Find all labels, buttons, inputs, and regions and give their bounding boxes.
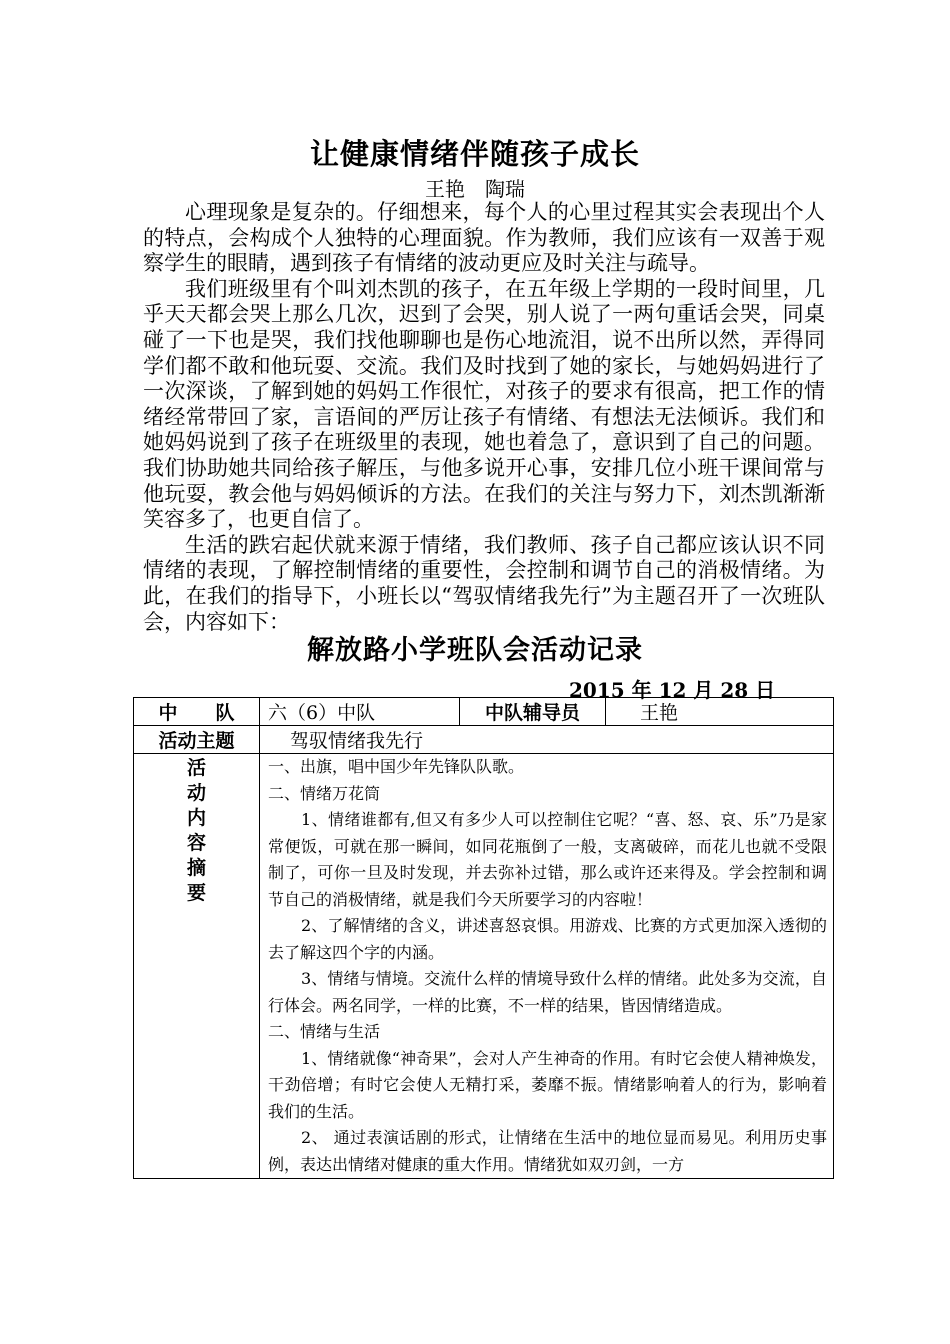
squad-label-cell: 中 队 — [134, 698, 260, 726]
summary-label-char: 内 — [186, 807, 206, 829]
table-row — [134, 698, 834, 726]
authors-line: 王艳 陶瑞 — [425, 177, 525, 201]
content-paragraph: 一、出旗，唱中国少年先锋队队歌。 — [268, 757, 525, 776]
summary-label-cell — [134, 754, 260, 1179]
content-paragraph: 3、情绪与情境。交流什么样的情境导致什么样的情绪。此处多为交流，自行体会。两名同学，一样的比赛，不一样的结果，皆因情绪造成。 — [268, 969, 827, 1015]
summary-label-char: 摘 — [186, 857, 206, 879]
advisor-label-cell: 中队辅导员 — [460, 698, 606, 726]
content-paragraph: 2、 通过表演话剧的形式，让情绪在生活中的地位显而易见。利用历史事例，表达出情绪对健康的重大作用。情绪犹如双刃剑，一方 — [268, 1128, 827, 1174]
table-row — [134, 754, 834, 1179]
summary-label-char: 要 — [186, 882, 206, 904]
record-date: 2015 年 12 月 28 日 — [569, 678, 776, 702]
essay-paragraph: 我们班级里有个叫刘杰凯的孩子，在五年级上学期的一段时间里，几乎天天都会哭上那么几次，迟到了会哭，别人说了一两句重话会哭，同桌碰了一下也是哭，我们找他聊聊也是伤心地流泪，说不出所以然，弄得同学们都不敢和他玩耍、交流。我们及时找到了她的家长，与她妈妈进行了一次深谈，了解到她的妈妈工作很忙，对孩子的要求有很高，把工作的情绪经常带回了家，言语间的严厉让孩子有情绪、有想法无法倾诉。我们和她妈妈说到了孩子在班级里的表现，她也着急了，意识到了自己的问题。我们协助她共同给孩子解压，与他多说开心事，安排几位小班干课间常与他玩耍，教会他与妈妈倾诉的方法。在我们的关注与努力下，刘杰凯渐渐笑容多了，也更自信了。 — [143, 276, 825, 532]
content-paragraph: 1、情绪就像“神奇果”，会对人产生神奇的作用。有时它会使人精神焕发，干劲倍增；有时它会使人无精打采，萎靡不振。情绪影响着人的行为，影响着我们的生活。 — [268, 1048, 827, 1121]
advisor-value-cell: 王艳 — [606, 698, 834, 726]
content-paragraph: 二、情绪万花筒 — [268, 783, 381, 803]
document-title: 让健康情绪伴随孩子成长 — [309, 137, 640, 171]
summary-label-char: 容 — [186, 832, 206, 854]
content-paragraph: 2、了解情绪的含义，讲述喜怒哀惧。用游戏、比赛的方式更加深入透彻的去了解这四个字的内涵。 — [268, 916, 827, 962]
theme-value-cell: 驾驭情绪我先行 — [260, 726, 834, 754]
summary-label-char: 活 — [186, 757, 206, 779]
record-title: 解放路小学班队会活动记录 — [307, 635, 643, 666]
theme-label-cell: 活动主题 — [134, 726, 260, 754]
table-row — [134, 726, 834, 754]
summary-label-char: 动 — [186, 782, 206, 804]
essay-paragraph: 心理现象是复杂的。仔细想来，每个人的心里过程其实会表现出个人的特点，会构成个人独特的心理面貌。作为教师，我们应该有一双善于观察学生的眼睛，遇到孩子有情绪的波动更应及时关注与疏导。 — [143, 200, 825, 276]
squad-value-cell: 六（6）中队 — [260, 698, 460, 726]
content-paragraph: 二、情绪与生活 — [268, 1022, 381, 1041]
essay-paragraph: 生活的跌宕起伏就来源于情绪，我们教师、孩子自己都应该认识不同情绪的表现，了解控制情绪的重要性，会控制和调节自己的消极情绪。为此，在我们的指导下，小班长以“驾驭情绪我先行”为主题召开了一次班队会，内容如下： — [143, 532, 825, 634]
summary-content-cell — [260, 754, 834, 1179]
essay-body — [143, 200, 825, 635]
content-paragraph: 1、情绪谁都有,但又有多少人可以控制住它呢？“喜、怒、哀、乐”乃是家常便饭，可就在那一瞬间，如同花瓶倒了一般，支离破碎，而花儿也就不受限制了，可你一旦及时发现，并去弥补过错，那么或许还来得及。学会控制和调节自己的消极情绪，就是我们今天所要学习的内容啦！ — [268, 810, 827, 909]
activity-record-table — [133, 697, 834, 1179]
